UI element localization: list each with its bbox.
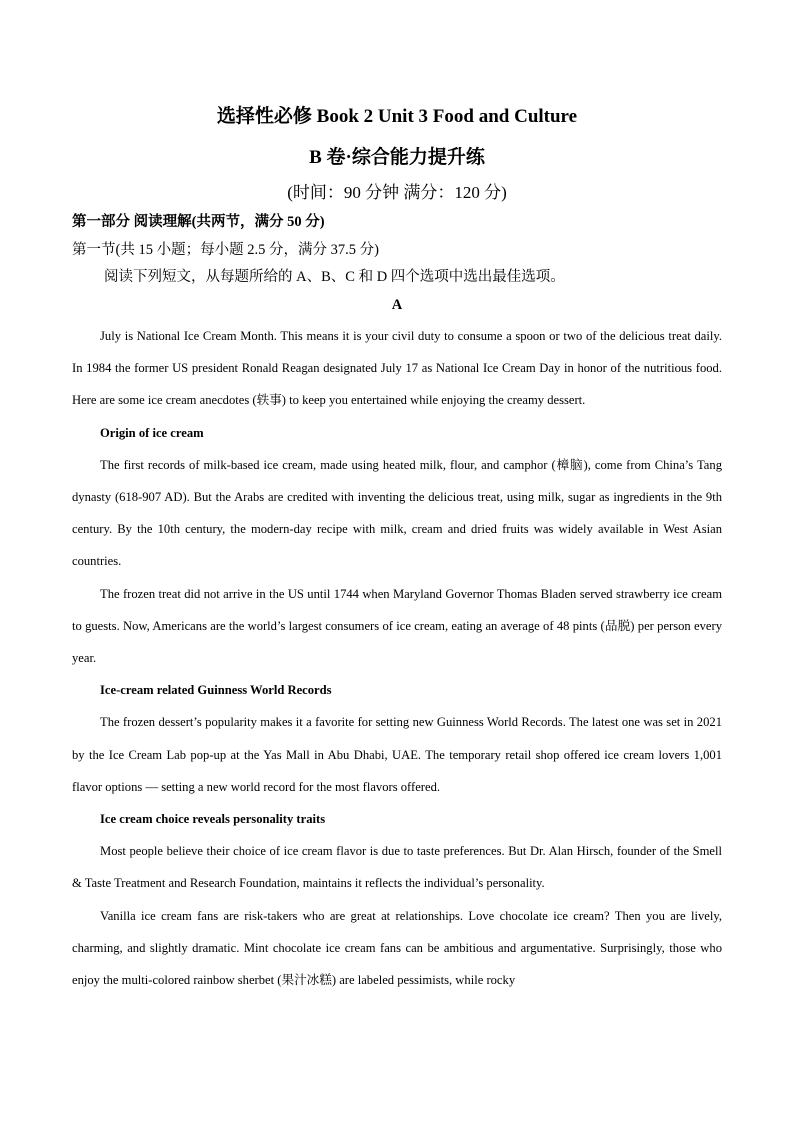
paragraph: Vanilla ice cream fans are risk-takers who are great at relationships. Love chocolate ice cream? Then you are lively, charming, and slightly dramatic. Mint chocolate ice cream fans can be ambitious and argumentative. Surprisingly, those who enjoy the multi-colored rainbow sherbet (果汁冰糕) are labeled pessimists, while rocky (72, 908, 722, 988)
document-title: 选择性必修 Book 2 Unit 3 Food and Culture (216, 106, 578, 127)
paragraph: The frozen dessert’s popularity makes it a favorite for setting new Guinness World Records. The latest one was set in 2021 by the Ice Cream Lab pop-up at the Yas Mall in Abu Dhabi, UAE. The temporary retail shop offered ice cream lovers 1,001 flavor options — setting a new world record for the most flavors offered. (72, 715, 722, 794)
paragraph: Most people believe their choice of ice cream flavor is due to taste preferences. But Dr. Alan Hirsch, founder of the Smell & Taste Treatment and Research Foundation, maintains it reflects the individual’s personality. (72, 844, 722, 891)
instructions: 阅读下列短文，从每题所给的 A、B、C 和 D 四个选项中选出最佳选项。 (104, 269, 565, 285)
section-heading: 第一部分 阅读理解(共两节，满分 50 分) (72, 214, 325, 230)
passage-subheading: Ice cream choice reveals personality traits (100, 812, 326, 827)
paragraph: The first records of milk-based ice cream, made using heated milk, flour, and camphor (樟脑), come from China’s Tang dynasty (618-907 AD). But the Arabs are credited with inventing the delicious treat, using milk, sugar as ingredients in the 9th century. By the 10th century, the modern-day recipe with milk, cream and dried fruits was widely available in West Asian countries. (72, 457, 722, 569)
subsection-heading: 第一节(共 15 小题；每小题 2.5 分，满分 37.5 分) (72, 242, 379, 258)
passage-body (72, 320, 722, 996)
passage-label: A (391, 297, 403, 313)
paragraph: The frozen treat did not arrive in the US until 1744 when Maryland Governor Thomas Bladen served strawberry ice cream to guests. Now, Americans are the world’s largest consumers of ice cream, eating an average of 48 pints (品脱) per person every year. (72, 586, 722, 666)
passage-subheading: Ice-cream related Guinness World Records (100, 683, 332, 698)
exam-meta: (时间：90 分钟 满分：120 分) (287, 183, 507, 202)
passage-subheading: Origin of ice cream (100, 425, 204, 440)
document-subtitle: B 卷·综合能力提升练 (309, 147, 485, 168)
paragraph: July is National Ice Cream Month. This means it is your civil duty to consume a spoon or two of the delicious treat daily. In 1984 the former US president Ronald Reagan designated July 17 as National Ice Cream Day in honor of the nutritious food. Here are some ice cream anecdotes (轶事) to keep you entertained while enjoying the creamy dessert. (72, 329, 722, 408)
